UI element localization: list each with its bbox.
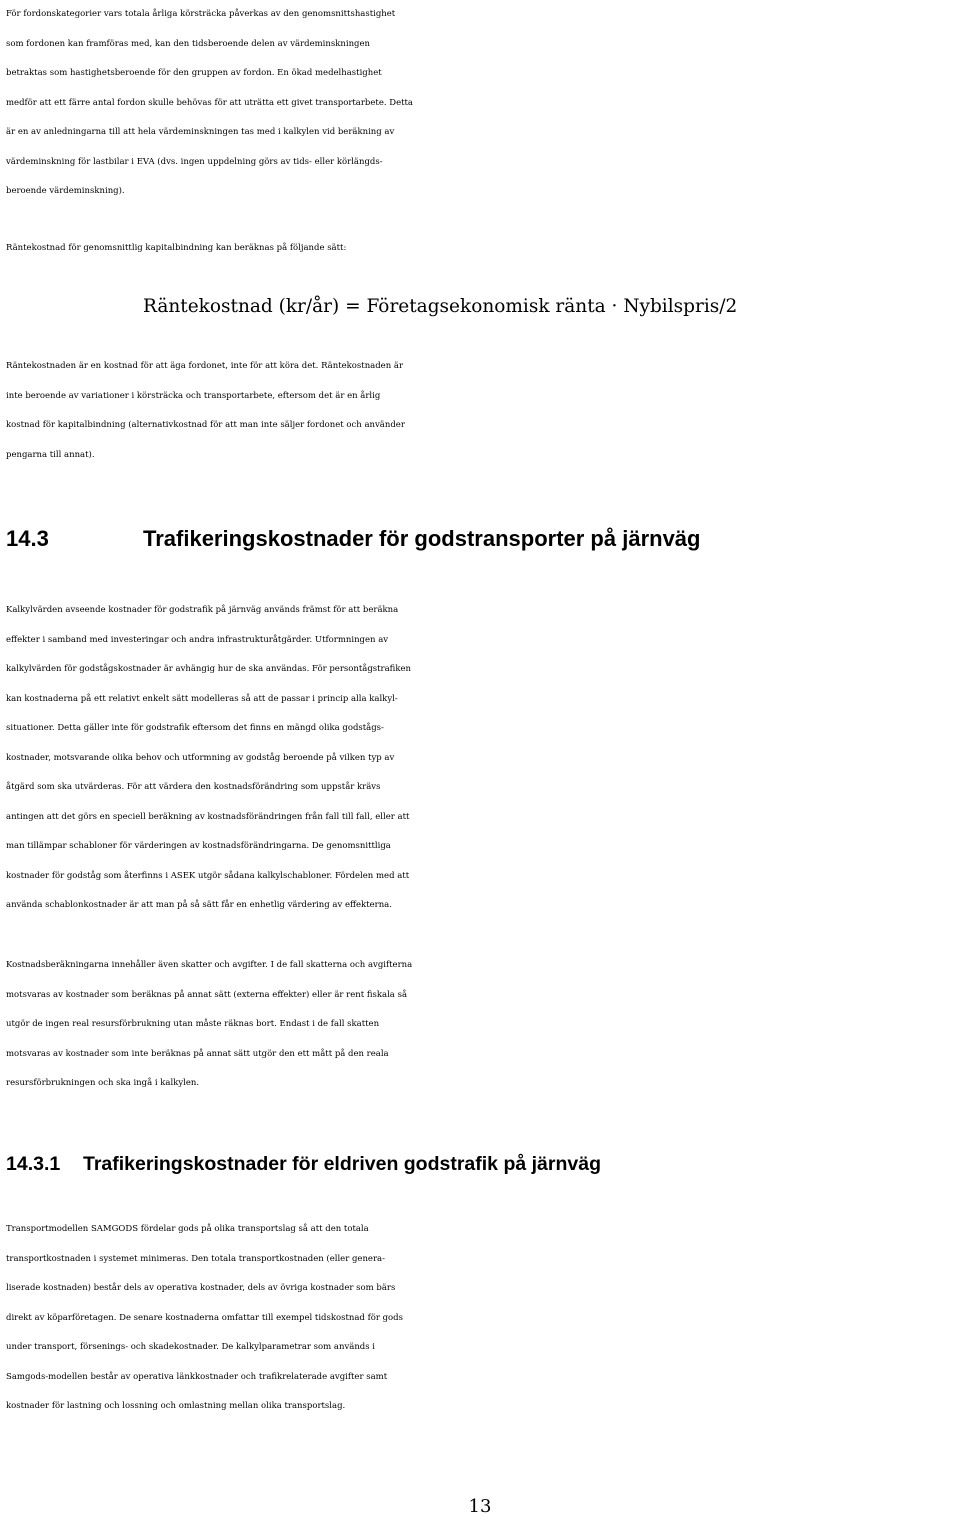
text-line: betraktas som hastighetsberoende för den gruppen av fordon. En ökad medelhastighet (6, 68, 382, 78)
text-line: liserade kostnaden) består dels av operativa kostnader, dels av övriga kostnader som bärs (6, 1283, 396, 1293)
paragraph-samgods (6, 1215, 956, 1422)
text-line: För fordonskategorier vars totala årliga körsträcka påverkas av den genomsnittshastighet (6, 9, 396, 19)
section-heading-14-3 (6, 526, 700, 552)
text-line: värdeminskning för lastbilar i EVA (dvs. ingen uppdelning görs av tids- eller körlängds- (6, 156, 383, 167)
text-line: kostnad för kapitalbindning (alternativkostnad för att man inte säljer fordonet och använder (6, 420, 405, 430)
section-title: Trafikeringskostnader för godstransporter på järnväg (143, 526, 701, 551)
text-line: utgör de ingen real resursförbrukning utan måste räknas bort. Endast i de fall skatten (6, 1019, 380, 1029)
paragraph-interest-intro (6, 234, 956, 264)
text-line: kostnader för lastning och lossning och omlastning mellan olika transportslag. (6, 1401, 346, 1411)
section-number: 14.3 (6, 526, 49, 551)
text-line: kostnader för godståg som återfinns i ASEK utgör sådana kalkylschabloner. Fördelen med att (6, 870, 410, 881)
text-line: Räntekostnaden är en kostnad för att äga fordonet, inte för att köra det. Räntekostnaden är (6, 361, 404, 371)
text-line: åtgärd som ska utvärderas. För att värdera den kostnadsförändring som uppstår krävs (6, 782, 381, 792)
text-line: Transportmodellen SAMGODS fördelar gods på olika transportslag så att den totala (6, 1224, 369, 1234)
paragraph-freight-rail-values (6, 596, 956, 921)
text-line: direkt av köparföretagen. De senare kostnaderna omfattar till exempel tidskostnad för gods (6, 1312, 403, 1323)
text-line: pengarna till annat). (6, 449, 95, 460)
paragraph-taxes-fees (6, 951, 956, 1099)
section-number: 14.3.1 (6, 1153, 61, 1175)
text-line: Samgods-modellen består av operativa länkkostnader och trafikrelaterade avgifter samt (6, 1371, 388, 1382)
text-line: transportkostnaden i systemet minimeras. Den totala transportkostnaden (eller genera- (6, 1253, 385, 1264)
text-line: Kostnadsberäkningarna innehåller även skatter och avgifter. I de fall skatterna och avgifterna (6, 960, 413, 970)
text-line: Kalkylvärden avseende kostnader för godstrafik på järnväg används främst för att beräkna (6, 605, 399, 615)
text-line: situationer. Detta gäller inte för godstrafik eftersom det finns en mängd olika godstågs- (6, 723, 384, 733)
text-line: motsvaras av kostnader som inte beräknas på annat sätt utgör den ett mått på den reala (6, 1048, 389, 1059)
text-line: kan kostnaderna på ett relativt enkelt sätt modelleras så att de passar i princip alla kalkyl- (6, 693, 398, 704)
text-line: kostnader, motsvarande olika behov och utformning av godståg beroende på vilken typ av (6, 752, 395, 763)
text-line: använda schablonkostnader är att man på så sätt får en enhetlig värdering av effekterna. (6, 900, 392, 910)
section-title: Trafikeringskostnader för eldriven godstrafik på järnväg (83, 1153, 601, 1175)
paragraph-depreciation (6, 0, 956, 207)
text-line: effekter i samband med investeringar och andra infrastrukturåtgärder. Utformningen av (6, 634, 389, 645)
text-line: beroende värdeminskning). (6, 186, 125, 196)
section-heading-14-3-1 (6, 1153, 601, 1176)
paragraph-interest-cost (6, 352, 956, 470)
text-line: Räntekostnad för genomsnittlig kapitalbindning kan beräknas på följande sätt: (6, 243, 347, 253)
text-line: är en av anledningarna till att hela värdeminskningen tas med i kalkylen vid beräkning av (6, 127, 395, 137)
text-line: under transport, försenings- och skadekostnader. De kalkylparametrar som används i (6, 1342, 376, 1352)
text-line: antingen att det görs en speciell beräkning av kostnadsförändringen från fall till fall, eller att (6, 811, 410, 822)
text-line: kalkylvärden för godstågskostnader är avhängig hur de ska användas. För persontågstrafiken (6, 664, 412, 674)
text-line: som fordonen kan framföras med, kan den tidsberoende delen av värdeminskningen (6, 38, 370, 49)
text-line: medför att ett färre antal fordon skulle behövas för att uträtta ett givet transportarbete. Detta (6, 97, 413, 108)
page-number: 13 (468, 1496, 492, 1517)
text-line: inte beroende av variationer i körsträcka och transportarbete, eftersom det är en årlig (6, 390, 381, 401)
formula-interest-cost: Räntekostnad (kr/år) = Företagsekonomisk ränta · Nybilspris/2 (143, 296, 738, 317)
text-line: motsvaras av kostnader som beräknas på annat sätt (externa effekter) eller är rent fiskala så (6, 989, 408, 1000)
text-line: resursförbrukningen och ska ingå i kalkylen. (6, 1078, 200, 1088)
text-line: man tillämpar schabloner för värderingen av kostnadsförändringarna. De genomsnittliga (6, 841, 391, 851)
